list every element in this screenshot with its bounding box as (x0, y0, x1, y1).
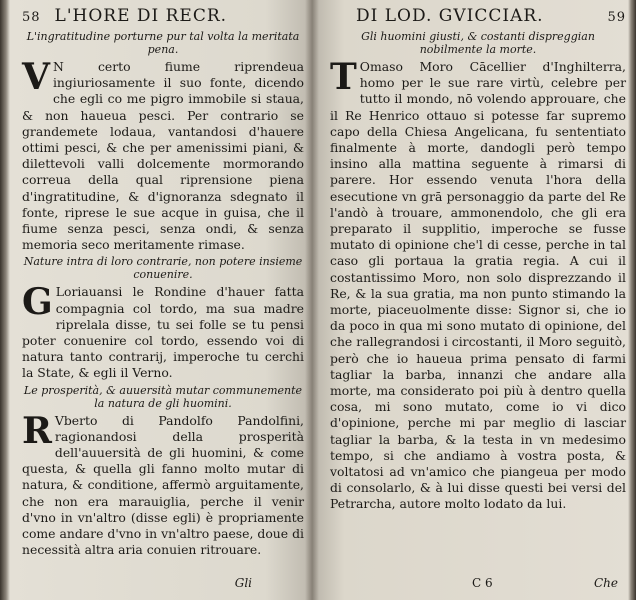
left-page (0, 0, 312, 600)
section-body (22, 56, 304, 253)
section-text: Loriauansi le Rondine d'hauer fatta compagnia col tordo, ma sua madre riprelala disse, tu sei folle se tu pensi poter conuenire col tordo, essendo voi di natura tanto contrarij, imperoche tu cerchi la State, & egli il Verno. (22, 284, 304, 381)
left-catchword: Gli (234, 576, 252, 590)
section-text: Vberto di Pandolfo Pandolfini, ragionandosi della prosperità dell'auuersità de gli huomini, & come questa, & quella gli fanno molto mutar di natura, & conditione, affermò arguitamente, che non era marauiglia, perche il venir d'vno in vn'altro (disse egli) è propriamente come andare d'vno in vn'altro paese, doue di necessità altra aria conuien ritrouare. (22, 412, 304, 558)
section-heading: Le prosperità, & auuersità mutar communemente la natura de gli huomini. (23, 383, 303, 410)
section-heading: Nature intra di loro contrarie, non potere insieme conuenire. (23, 255, 303, 282)
left-page-edge (0, 0, 10, 600)
section-text: Omaso Moro Cācellier d'Inghilterra, homo per le sue rare virtù, celebre per tutto il mondo, nō volendo approuare, che il Re Henrico ottauo si potesse far supremo capo della Chiesa Angelicana, fu sententiato finalmente à morte, dandogli però tempo insino alla mattina seguente à rimarsi di parere. Hor essendo venuta l'hora della esecutione vn grā personaggio da parte del Re l'andò à trouare, ammonendolo, che gli era preparato il supplitio, imperoche se fusse mutato di opinione che'l di cesse, perche in tal caso gli portaua la gratia regia. A cui il costantissimo Moro, non solo disprezzando il Re, & la sua gratia, ma non punto stimando la morte, piaceuolmente disse: Signor si, che io da poco in qua mi sono mutato di opinione, del che rallegrandosi i circostanti, il Moro seguitò, però che io haueua prima pensato di farmi tagliar la barba, innanzi che andare alla morte, ma considerato poi più à dentro quella cosa, mi sono mutato, come io vi dico d'opinione, perche mi par meglio di lasciar tagliar la barba, & la testa in vn medesimo tempo, si che andiamo à vostra posta, & voltatosi ad vn'amico che piangeua per modo di consolarlo, & à lui disse questi bei versi del Petrarcha, autore molto lodato da lui. (330, 59, 626, 512)
right-page-edge (628, 0, 636, 600)
left-page-number: 58 (22, 10, 41, 25)
drop-cap: V (22, 56, 50, 98)
signature-mark: C 6 (472, 576, 493, 590)
section-body (22, 281, 304, 381)
section-3 (22, 384, 304, 559)
section-heading: Gli huomini giusti, & costanti dispreggian nobilmente la morte. (361, 30, 595, 56)
drop-cap: T (330, 56, 357, 98)
section-2 (22, 255, 304, 381)
section-heading: L'ingratitudine porturne pur tal volta la meritata pena. (26, 30, 300, 56)
right-catchword: Che (593, 576, 618, 590)
right-running-head (330, 6, 626, 28)
section-text: N certo fiume riprendeua ingiuriosamente il suo fonte, dicendo che egli co me pigro immobile si staua, & non haueua pesci. Per contrario se grandemete lodaua, vantandosi d'hauere ottimi pesci, & che per amenissimi piani, & dilettevoli valli dolcemente mormorando correua della qual riprensione piena d'ingratitudine, & d'ignoranza sdegnato il fonte, riprese le sue acque in guisa, che il fiume senza pesci, senza ondi, & senza memoria seco meritamente rimase. (22, 59, 304, 253)
left-running-head (22, 6, 304, 28)
section-body (22, 409, 304, 559)
section-1 (22, 30, 304, 253)
drop-cap: R (22, 409, 52, 452)
left-running-title: L'HORE DI RECR. (54, 6, 228, 26)
drop-cap: G (22, 281, 53, 324)
right-page (312, 0, 636, 600)
section-body (330, 56, 626, 513)
right-page-number: 59 (607, 10, 626, 25)
right-running-title: DI LOD. GVICCIAR. (356, 6, 544, 26)
book-gutter (305, 0, 319, 600)
